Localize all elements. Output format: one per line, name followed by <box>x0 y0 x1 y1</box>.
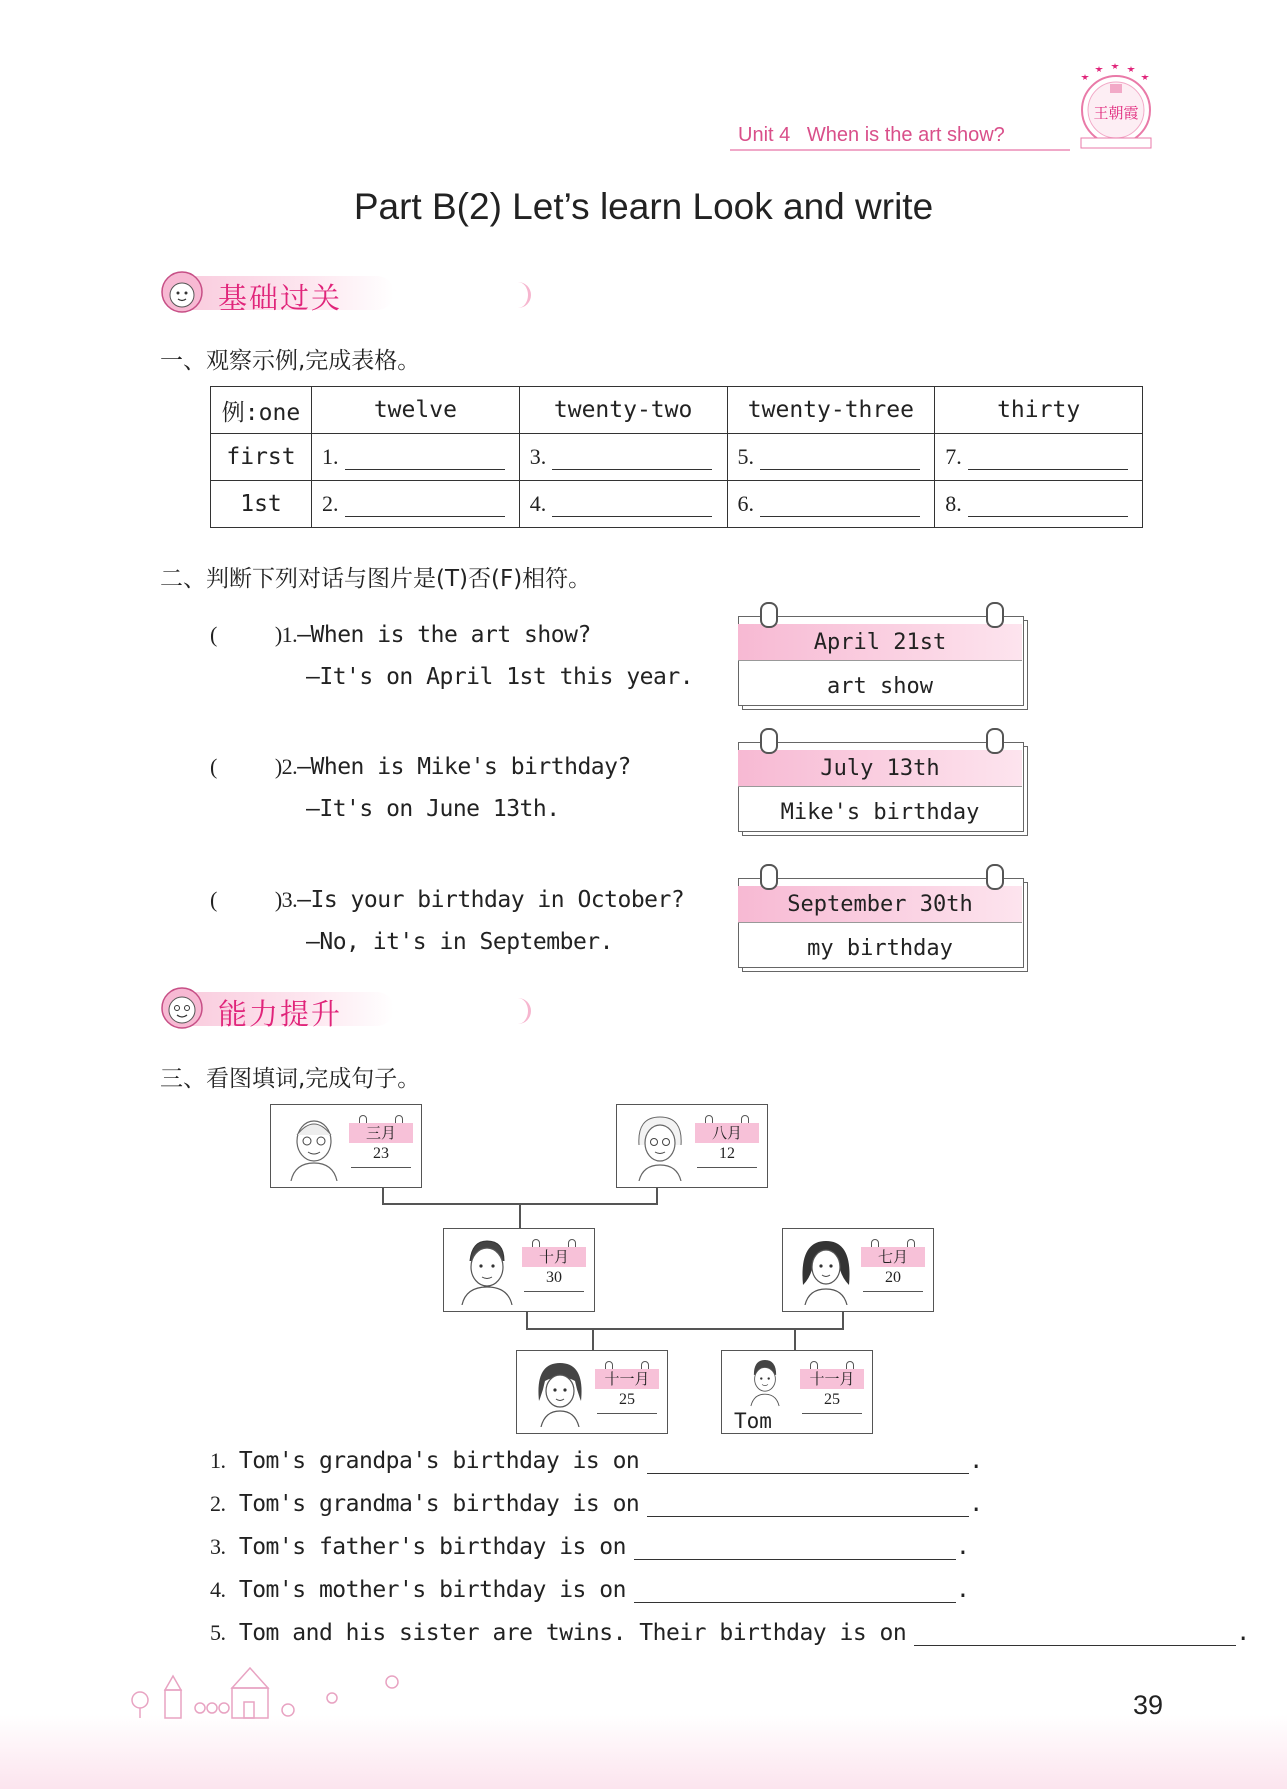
answer-blank-1[interactable]: 1. <box>312 434 520 481</box>
sentence-1: 1. Tom's grandpa's birthday is on . <box>210 1448 983 1474</box>
tom-face-icon <box>732 1357 798 1409</box>
grandpa-face-icon <box>281 1111 347 1181</box>
birthday-month: 十一月 <box>809 1370 855 1388</box>
q2-item-1: ( )1.—When is the art show? <box>210 622 591 648</box>
tree-line <box>842 1311 844 1329</box>
card-date: April 21st <box>813 630 947 655</box>
answer-blank-3[interactable]: 3. <box>519 434 727 481</box>
tree-line <box>526 1328 844 1330</box>
birthday-calendar <box>595 1361 659 1423</box>
calendar-card-2 <box>738 742 1022 834</box>
card-date: July 13th <box>820 756 940 781</box>
card-date: September 30th <box>787 892 973 917</box>
birthday-month: 八月 <box>711 1124 742 1142</box>
sentence-blank-2[interactable] <box>647 1494 969 1517</box>
sentence-blank-5[interactable] <box>914 1623 1236 1646</box>
section-banner-basic <box>160 270 540 316</box>
birthday-calendar <box>861 1239 925 1301</box>
tree-line <box>794 1328 796 1350</box>
mother-face-icon <box>793 1235 859 1305</box>
table-header-cell: twenty-three <box>727 387 935 434</box>
birthday-day: 12 <box>719 1145 735 1162</box>
tree-line <box>592 1328 594 1350</box>
birthday-calendar <box>695 1115 759 1177</box>
tree-line <box>382 1186 384 1204</box>
sister-card <box>516 1350 668 1434</box>
tom-card <box>721 1350 873 1434</box>
footer-band <box>0 1715 1287 1789</box>
answer-blank-7[interactable]: 7. <box>935 434 1143 481</box>
ring-icon <box>760 864 778 890</box>
logo-text: 王朝霞 <box>1093 104 1139 122</box>
section-banner-advanced <box>160 986 540 1032</box>
sentence-4: 4. Tom's mother's birthday is on . <box>210 1577 970 1603</box>
table-header-cell: twelve <box>312 387 520 434</box>
q2-item-2: ( )2.—When is Mike's birthday? <box>210 754 631 780</box>
answer-blank-4[interactable]: 4. <box>519 481 727 528</box>
unit-label: Unit 4 <box>738 124 791 146</box>
birthday-day: 25 <box>824 1391 840 1408</box>
tree-line <box>526 1311 528 1329</box>
table-header-cell: twenty-two <box>519 387 727 434</box>
table-row-header: first <box>211 434 312 481</box>
answer-blank-6[interactable]: 6. <box>727 481 935 528</box>
answer-paren[interactable]: ( <box>210 887 217 912</box>
birthday-month: 三月 <box>365 1124 396 1142</box>
q2-item-2-answer: —It's on June 13th. <box>306 796 560 822</box>
girl-mascot-icon <box>160 270 204 314</box>
answer-blank-8[interactable]: 8. <box>935 481 1143 528</box>
q2-item-3: ( )3.—Is your birthday in October? <box>210 887 685 913</box>
table-row <box>211 434 1143 481</box>
ring-icon <box>986 728 1004 754</box>
birthday-day: 20 <box>885 1269 901 1286</box>
father-face-icon <box>454 1235 520 1305</box>
card-event: my birthday <box>807 936 953 961</box>
table-row <box>211 481 1143 528</box>
tree-line <box>656 1186 658 1204</box>
birthday-month: 七月 <box>877 1248 908 1266</box>
tree-line <box>519 1203 521 1228</box>
ring-icon <box>986 602 1004 628</box>
card-event: Mike's birthday <box>780 800 980 825</box>
ring-icon <box>760 728 778 754</box>
birthday-month: 十一月 <box>604 1370 650 1388</box>
sentence-blank-4[interactable] <box>634 1580 956 1603</box>
father-card <box>443 1228 595 1312</box>
birthday-month: 十月 <box>538 1248 569 1266</box>
sister-face-icon <box>527 1357 593 1427</box>
section-label-basic: 基础过关 <box>218 281 343 315</box>
page-number: 39 <box>1133 1690 1164 1720</box>
ring-icon <box>986 864 1004 890</box>
birthday-calendar <box>349 1115 413 1177</box>
sentence-3: 3. Tom's father's birthday is on . <box>210 1534 970 1560</box>
section-label-advanced: 能力提升 <box>218 997 343 1031</box>
ring-icon <box>760 602 778 628</box>
q2-item-3-answer: —No, it's in September. <box>306 929 613 955</box>
answer-paren[interactable]: ( <box>210 754 217 779</box>
card-event: art show <box>827 674 933 699</box>
birthday-calendar <box>800 1361 864 1423</box>
birthday-day: 25 <box>619 1391 635 1408</box>
table-row-header: 1st <box>211 481 312 528</box>
q3-heading: 三、看图填词,完成句子。 <box>160 1066 421 1092</box>
sentence-blank-1[interactable] <box>647 1451 969 1474</box>
header-underline <box>730 149 1070 151</box>
birthday-day: 30 <box>546 1269 562 1286</box>
page-title: Part B(2) Let’s learn Look and write <box>353 186 934 227</box>
answer-blank-5[interactable]: 5. <box>727 434 935 481</box>
town-decoration-icon <box>120 1660 420 1720</box>
tom-name-label: Tom <box>734 1409 772 1433</box>
calendar-card-3 <box>738 878 1022 970</box>
q2-heading: 二、判断下列对话与图片是(T)否(F)相符。 <box>160 566 592 592</box>
table-header-cell: thirty <box>935 387 1143 434</box>
grandma-card <box>616 1104 768 1188</box>
sentence-2: 2. Tom's grandma's birthday is on . <box>210 1491 983 1517</box>
grandpa-card <box>270 1104 422 1188</box>
table-header-cell: 例:one <box>211 387 312 434</box>
sentence-blank-3[interactable] <box>634 1537 956 1560</box>
ordinal-table <box>210 386 1143 528</box>
birthday-calendar <box>522 1239 586 1301</box>
unit-lesson-title: When is the art show? <box>806 124 1005 146</box>
grandma-face-icon <box>627 1111 693 1181</box>
answer-paren[interactable]: ( <box>210 622 217 647</box>
boy-mascot-icon <box>160 986 204 1030</box>
answer-blank-2[interactable]: 2. <box>312 481 520 528</box>
table-row <box>211 387 1143 434</box>
mother-card <box>782 1228 934 1312</box>
unit-header <box>738 124 1005 147</box>
birthday-day: 23 <box>373 1145 389 1162</box>
q1-heading: 一、观察示例,完成表格。 <box>160 348 421 374</box>
q2-item-1-answer: —It's on April 1st this year. <box>306 664 694 690</box>
sentence-5: 5. Tom and his sister are twins. Their birthday is on . <box>210 1620 1250 1646</box>
calendar-card-1 <box>738 616 1022 708</box>
publisher-logo <box>1075 62 1157 152</box>
